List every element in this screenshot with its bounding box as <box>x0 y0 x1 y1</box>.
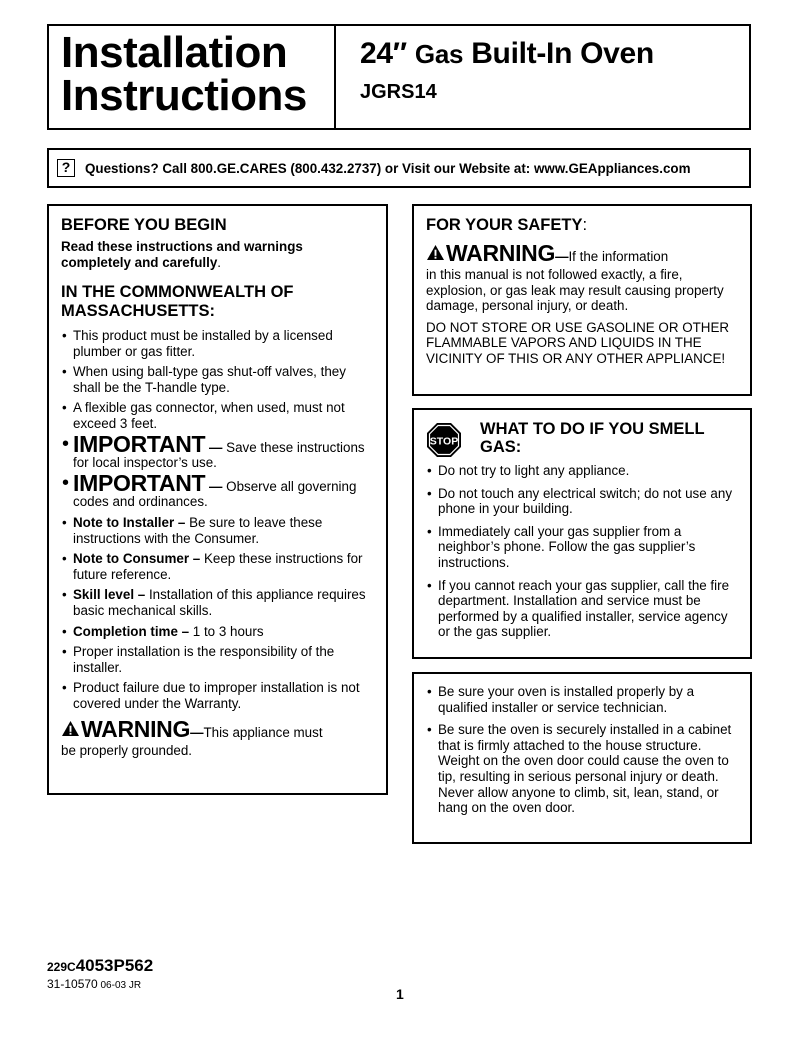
oven-safety-list <box>426 684 738 816</box>
question-mark-icon: ? <box>57 159 75 177</box>
note-label: Note to Installer – <box>73 514 186 530</box>
warning-triangle-icon <box>61 720 80 737</box>
important-word: IMPORTANT <box>73 430 206 457</box>
part-number-main: 4053P562 <box>75 956 154 975</box>
document-number-main: 31-10570 <box>47 977 98 991</box>
safety-heading-text: FOR YOUR SAFETY <box>426 216 583 234</box>
ground-warning <box>61 716 374 743</box>
list-item: • Product failure due to improper installation is not covered under the Warranty. <box>61 680 374 711</box>
list-item: • Be sure the oven is securely installed in a cabinet that is firmly attached to the house structure. Weight on the oven door could cause the oven to tip, resulting in serious personal injury or death. Never allow anyone to climb, sit, lean, stand, or hang on the oven door. <box>426 722 738 816</box>
warning-word: WARNING <box>446 240 556 266</box>
title-block <box>49 26 336 128</box>
product-size: 24″ <box>360 37 407 70</box>
list-item: • If you cannot reach your gas supplier, call the fire department. Installation and service must be performed by a qualified installer, service agency or the gas supplier. <box>426 578 738 640</box>
note-label: Note to Consumer – <box>73 551 201 567</box>
smell-gas-heading: WHAT TO DO IF YOU SMELL GAS: <box>480 420 705 456</box>
warning-word: WARNING <box>81 716 191 743</box>
safety-warning <box>426 240 738 267</box>
list-item: • Do not try to light any appliance. <box>426 463 738 479</box>
document-date-code: 06-03 JR <box>97 980 142 991</box>
model-number: JGRS14 <box>360 81 437 103</box>
note-label: Completion time – <box>73 623 190 639</box>
important-word: IMPORTANT <box>73 469 206 496</box>
note-text: 1 to 3 hours <box>189 623 264 639</box>
list-item: • A flexible gas connector, when used, must not exceed 3 feet. <box>61 400 374 431</box>
page-number: 1 <box>396 986 404 1002</box>
for-your-safety-box <box>412 204 752 396</box>
safety-warning-text: in this manual is not followed exactly, a fire, explosion, or gas leak may result causing property damage, personal injury, or death. <box>426 267 724 314</box>
product-name <box>360 37 654 71</box>
smell-gas-list <box>426 463 738 640</box>
note-item <box>61 551 374 582</box>
note-text: Be sure to leave these instructions with the Consumer. <box>73 514 323 546</box>
list-item: • Immediately call your gas supplier from a neighbor’s phone. Follow the gas supplier’s instructions. <box>426 524 738 571</box>
document-header <box>47 24 751 130</box>
stop-sign-icon <box>426 422 462 458</box>
important-text: Observe all governing codes and ordinances. <box>73 478 357 510</box>
warning-rest-text: be properly grounded. <box>61 743 193 759</box>
warning-dash: — <box>555 249 569 264</box>
important-item <box>61 430 374 471</box>
product-type: Built-In Oven <box>471 37 654 70</box>
title-line-1: Installation <box>61 28 288 77</box>
note-text: Keep these instructions for future reference. <box>73 551 363 582</box>
list-item: • Do not touch any electrical switch; do not use any phone in your building. <box>426 486 738 517</box>
warning-triangle-icon <box>426 244 445 261</box>
contact-bar <box>47 148 751 188</box>
part-number <box>47 956 153 976</box>
before-intro-end: . <box>217 255 222 270</box>
document-number <box>47 977 141 991</box>
product-block <box>336 26 654 128</box>
before-intro-text: Read these instructions and warnings completely and carefully <box>61 239 303 270</box>
list-item: • When using ball-type gas shut-off valves, they shall be the T-handle type. <box>61 364 374 395</box>
note-item <box>61 515 374 546</box>
list-item: • This product must be installed by a licensed plumber or gas fitter. <box>61 328 374 359</box>
safety-heading <box>426 216 738 235</box>
list-item: • Be sure your oven is installed properly by a qualified installer or service technician. <box>426 684 738 715</box>
note-item <box>61 587 374 618</box>
before-you-begin-heading: BEFORE YOU BEGIN <box>61 216 227 234</box>
part-number-prefix: 229C <box>47 960 76 974</box>
before-you-begin-box <box>47 204 388 795</box>
smell-gas-box <box>412 408 752 659</box>
warning-dash: — <box>190 725 204 741</box>
safety-heading-colon: : <box>582 216 588 234</box>
important-dash: — <box>205 439 227 455</box>
contact-text: Questions? Call 800.GE.CARES (800.432.2737) or Visit our Website at: www.GEAppliances.com <box>85 160 691 176</box>
list-item: • Proper installation is the responsibility of the installer. <box>61 644 374 675</box>
warning-inline-text: If the information <box>568 249 669 264</box>
massachusetts-heading: IN THE COMMONWEALTH OF MASSACHUSETTS: <box>61 283 294 320</box>
warning-inline-text: This appliance must <box>203 725 323 741</box>
title-line-2: Instructions <box>61 71 307 120</box>
important-dash: — <box>205 478 227 494</box>
before-intro <box>61 239 374 271</box>
product-gas: Gas <box>414 39 464 69</box>
note-item <box>61 624 374 640</box>
flammable-warning: DO NOT STORE OR USE GASOLINE OR OTHER FLAMMABLE VAPORS AND LIQUIDS IN THE VICINITY OF THIS OR ANY OTHER APPLIANCE! <box>426 319 730 366</box>
stop-sign-label: STOP <box>429 435 459 448</box>
note-label: Skill level – <box>73 587 146 603</box>
important-item <box>61 469 374 510</box>
oven-installation-safety-box <box>412 672 752 844</box>
note-text: Installation of this appliance requires basic mechanical skills. <box>73 587 366 618</box>
important-text: Save these instructions for local inspector’s use. <box>73 439 365 471</box>
massachusetts-list <box>61 328 374 711</box>
